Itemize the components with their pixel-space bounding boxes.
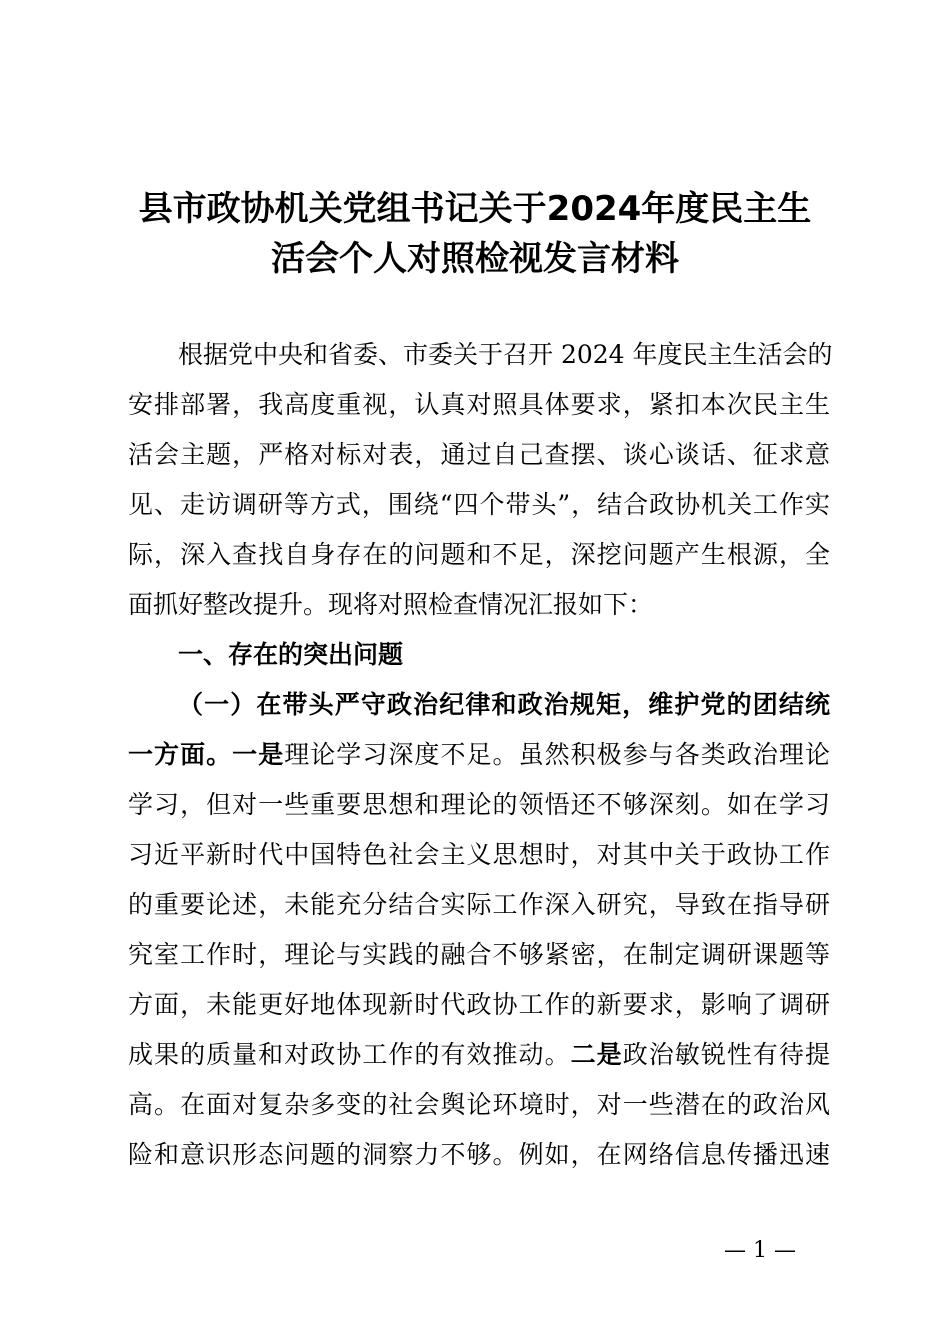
intro-line-2: 安排部署，我高度重视，认真对照具体要求，紧扣本次民主生 [128,390,830,419]
page-number: — 1 — [724,1238,796,1263]
body-line-4: 究室工作时，理论与实践的融合不够紧密，在制定调研课题等 [128,940,830,969]
document-body [128,330,833,1180]
document-title [110,184,840,284]
subsection-heading-line-2 [128,730,830,780]
subsection-heading-tail: 一方面。 [128,740,233,769]
point-two-label: 二是 [570,1040,623,1069]
body-line-7: 高。在面对复杂多变的社会舆论环境时，对一些潜在的政治风 [128,1090,830,1119]
title-line-1: 县市政协机关党组书记关于2024年度民主生 [138,189,812,229]
point-one-end: 成果的质量和对政协工作的有效推动。 [128,1040,571,1069]
intro-line-4: 见、走访调研等方式，围绕“四个带头”，结合政协机关工作实 [128,490,830,519]
body-line-2: 习近平新时代中国特色社会主义思想时，对其中关于政协工作 [128,840,830,869]
subsection-heading-line-1: （一）在带头严守政治纪律和政治规矩，维护党的团结统 [178,690,830,719]
body-line-5: 方面，未能更好地体现新时代政协工作的新要求，影响了调研 [128,990,830,1019]
body-line-6 [128,1030,830,1080]
point-one-text: 理论学习深度不足。虽然积极参与各类政治理论 [284,740,830,769]
intro-line-1: 根据党中央和省委、市委关于召开 2024 年度民主生活会的 [178,340,833,369]
body-line-1: 学习，但对一些重要思想和理论的领悟还不够深刻。如在学习 [128,790,830,819]
body-line-8: 险和意识形态问题的洞察力不够。例如，在网络信息传播迅速 [128,1140,830,1169]
point-two-text: 政治敏锐性有待提 [622,1040,830,1069]
intro-line-3: 活会主题，严格对标对表，通过自己查摆、谈心谈话、征求意 [128,440,830,469]
body-line-3: 的重要论述，未能充分结合实际工作深入研究，导致在指导研 [128,890,830,919]
intro-line-5: 际，深入查找自身存在的问题和不足，深挖问题产生根源，全 [128,540,830,569]
intro-line-6: 面抓好整改提升。现将对照检查情况汇报如下： [128,590,654,619]
section-heading: 一、存在的突出问题 [178,640,404,669]
title-line-2: 活会个人对照检视发言材料 [271,239,679,279]
point-one-label: 一是 [232,740,285,769]
